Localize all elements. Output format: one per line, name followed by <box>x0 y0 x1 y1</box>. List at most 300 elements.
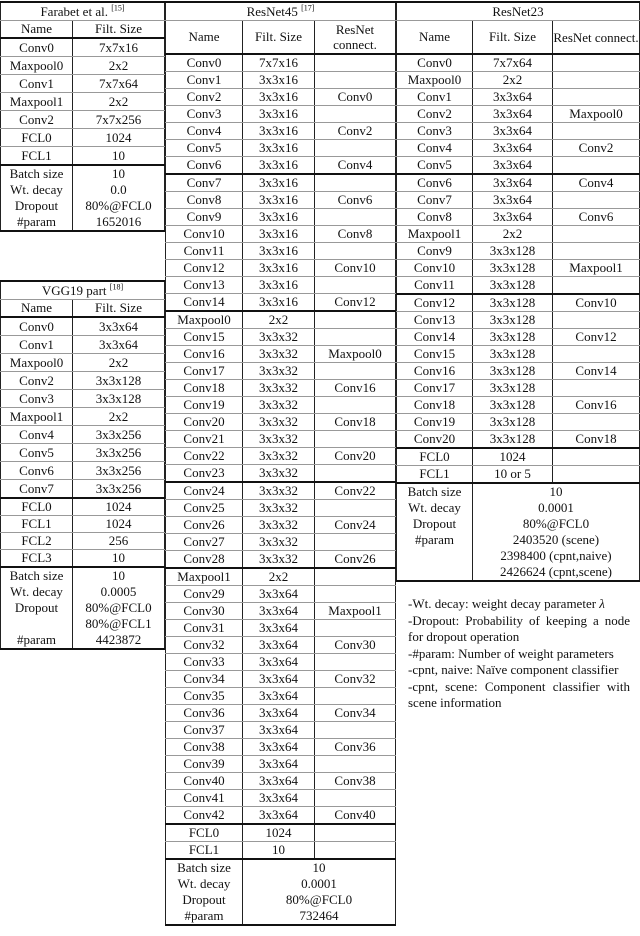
resnet-connection <box>315 311 396 329</box>
param-label: #param <box>397 532 473 548</box>
layer-row <box>166 637 396 654</box>
filter-size: 7x7x16 <box>243 54 315 72</box>
layer-row <box>397 106 640 123</box>
filter-size: 3x3x32 <box>243 346 315 363</box>
resnet-connection: Conv10 <box>553 294 640 312</box>
resnet-connection <box>315 140 396 157</box>
layer-row <box>397 414 640 431</box>
layer-row <box>166 414 396 431</box>
layer-name: Conv2 <box>1 111 73 129</box>
layer-name: Conv19 <box>166 397 243 414</box>
resnet-connection <box>553 89 640 106</box>
resnet-connection <box>315 209 396 226</box>
filter-size: 3x3x16 <box>243 243 315 260</box>
resnet-connection <box>315 568 396 586</box>
filter-size: 3x3x128 <box>473 431 553 449</box>
param-value: 80%@FCL0 <box>73 198 165 214</box>
filter-size: 3x3x32 <box>243 517 315 534</box>
layer-name: Conv6 <box>1 462 73 480</box>
filter-size: 10 <box>73 147 165 166</box>
filter-size: 7x7x64 <box>473 54 553 72</box>
param-row <box>1 600 165 616</box>
resnet-connection: Conv40 <box>315 807 396 825</box>
note-wt-decay: -Wt. decay: weight decay parameter λ <box>408 596 605 611</box>
col-header-filt-size: Filt. Size <box>473 21 553 55</box>
layer-name: Conv11 <box>166 243 243 260</box>
param-value: 80%@FCL0 <box>473 516 640 532</box>
layer-name: Conv17 <box>166 363 243 380</box>
layer-name: Maxpool1 <box>397 226 473 243</box>
resnet-connection <box>315 534 396 551</box>
resnet23-table <box>396 1 640 582</box>
filter-size: 3x3x256 <box>73 444 165 462</box>
param-row <box>166 876 396 892</box>
layer-name: FCL1 <box>1 147 73 166</box>
layer-name: Conv8 <box>166 192 243 209</box>
param-value: 0.0005 <box>73 584 165 600</box>
col-header-name: Name <box>1 21 73 39</box>
filter-size: 3x3x64 <box>243 688 315 705</box>
resnet-connection: Conv2 <box>553 140 640 157</box>
filter-size: 3x3x128 <box>473 363 553 380</box>
resnet-connection: Conv18 <box>553 431 640 449</box>
layer-row <box>166 705 396 722</box>
filter-size: 3x3x32 <box>243 329 315 346</box>
layer-row <box>1 93 165 111</box>
layer-row <box>1 498 165 516</box>
resnet-connection: Conv32 <box>315 671 396 688</box>
param-row <box>1 182 165 198</box>
layer-name: Conv19 <box>397 414 473 431</box>
layer-name: Maxpool1 <box>1 93 73 111</box>
filter-size: 3x3x16 <box>243 72 315 89</box>
layer-row <box>1 533 165 550</box>
param-label: #param <box>1 632 73 649</box>
layer-row <box>166 209 396 226</box>
filter-size: 3x3x64 <box>243 705 315 722</box>
filter-size: 3x3x64 <box>473 192 553 209</box>
resnet-connection <box>553 157 640 175</box>
layer-name: Conv7 <box>397 192 473 209</box>
param-label <box>397 548 473 564</box>
filter-size: 3x3x64 <box>243 756 315 773</box>
filter-size: 3x3x32 <box>243 534 315 551</box>
resnet-connection: Conv26 <box>315 551 396 569</box>
layer-row <box>166 174 396 192</box>
param-value: 1652016 <box>73 214 165 231</box>
layer-name: Conv30 <box>166 603 243 620</box>
filter-size: 3x3x16 <box>243 294 315 312</box>
layer-name: FCL1 <box>397 466 473 484</box>
layer-row <box>166 773 396 790</box>
filter-size: 7x7x16 <box>73 38 165 57</box>
param-value: 80%@FCL0 <box>73 600 165 616</box>
layer-row <box>397 192 640 209</box>
layer-name: Conv12 <box>166 260 243 277</box>
layer-row <box>166 243 396 260</box>
layer-name: Conv15 <box>166 329 243 346</box>
layer-row <box>166 140 396 157</box>
layer-name: Conv2 <box>397 106 473 123</box>
filter-size: 3x3x16 <box>243 123 315 140</box>
resnet-connection: Conv16 <box>553 397 640 414</box>
layer-name: Conv11 <box>397 277 473 295</box>
resnet-connection <box>315 243 396 260</box>
layer-row <box>397 363 640 380</box>
param-label: Wt. decay <box>1 584 73 600</box>
layer-row <box>1 390 165 408</box>
layer-name: Conv5 <box>1 444 73 462</box>
note-cpnt-scene: -cpnt, scene: Component classifier with scene information <box>408 678 630 710</box>
layer-row <box>1 462 165 480</box>
resnet-connection <box>553 72 640 89</box>
layer-row <box>166 346 396 363</box>
layer-name: Conv3 <box>397 123 473 140</box>
layer-name: Conv2 <box>166 89 243 106</box>
param-label: #param <box>166 908 243 925</box>
param-value: 10 <box>473 483 640 500</box>
filter-size: 3x3x128 <box>473 329 553 346</box>
layer-name: Conv42 <box>166 807 243 825</box>
layer-row <box>1 147 165 166</box>
filter-size: 3x3x64 <box>243 603 315 620</box>
resnet-connection <box>553 123 640 140</box>
filter-size: 3x3x16 <box>243 277 315 294</box>
resnet-connection <box>553 312 640 329</box>
resnet-connection <box>553 192 640 209</box>
layer-row <box>397 329 640 346</box>
layer-row <box>166 620 396 637</box>
param-value: 10 <box>73 165 165 182</box>
param-value: 10 <box>73 567 165 584</box>
resnet-connection <box>315 654 396 671</box>
layer-row <box>166 54 396 72</box>
param-row <box>397 548 640 564</box>
layer-row <box>166 739 396 756</box>
col-header-resnet-connect: ResNet connect. <box>553 21 640 55</box>
layer-name: Conv36 <box>166 705 243 722</box>
layer-name: Maxpool0 <box>166 311 243 329</box>
layer-name: Conv20 <box>397 431 473 449</box>
layer-row <box>397 312 640 329</box>
layer-row <box>166 157 396 175</box>
filter-size: 3x3x32 <box>243 448 315 465</box>
filter-size: 3x3x32 <box>243 431 315 448</box>
layer-name: Conv23 <box>166 465 243 483</box>
resnet-connection <box>553 380 640 397</box>
layer-row <box>397 294 640 312</box>
layer-name: Conv15 <box>397 346 473 363</box>
layer-row <box>166 72 396 89</box>
layer-row <box>166 465 396 483</box>
layer-row <box>1 336 165 354</box>
layer-row <box>397 277 640 295</box>
layer-name: Conv31 <box>166 620 243 637</box>
layer-name: FCL0 <box>166 824 243 842</box>
layer-name: Maxpool0 <box>397 72 473 89</box>
filter-size: 3x3x64 <box>243 671 315 688</box>
filter-size: 3x3x64 <box>473 106 553 123</box>
layer-row <box>166 756 396 773</box>
filter-size: 3x3x32 <box>243 397 315 414</box>
layer-row <box>166 824 396 842</box>
param-row <box>1 632 165 649</box>
layer-name: Conv22 <box>166 448 243 465</box>
col-header-filt-size: Filt. Size <box>243 21 315 55</box>
param-label: Dropout <box>1 198 73 214</box>
filter-size: 3x3x64 <box>243 790 315 807</box>
layer-name: Conv9 <box>166 209 243 226</box>
param-row <box>1 198 165 214</box>
layer-name: Conv20 <box>166 414 243 431</box>
layer-name: Conv16 <box>166 346 243 363</box>
filter-size: 2x2 <box>73 57 165 75</box>
resnet-connection: Conv22 <box>315 482 396 500</box>
layer-name: Conv39 <box>166 756 243 773</box>
layer-row <box>166 226 396 243</box>
filter-size: 3x3x32 <box>243 414 315 431</box>
layer-name: Conv4 <box>166 123 243 140</box>
param-label: Wt. decay <box>397 500 473 516</box>
param-value: 0.0 <box>73 182 165 198</box>
layer-name: Conv10 <box>166 226 243 243</box>
param-label: Batch size <box>397 483 473 500</box>
vgg19-table <box>0 280 165 650</box>
filter-size: 3x3x64 <box>243 773 315 790</box>
resnet-connection <box>553 226 640 243</box>
layer-row <box>166 363 396 380</box>
param-row <box>397 500 640 516</box>
resnet-connection: Conv20 <box>315 448 396 465</box>
param-label: Wt. decay <box>1 182 73 198</box>
layer-row <box>166 790 396 807</box>
layer-name: Maxpool1 <box>166 568 243 586</box>
layer-row <box>166 500 396 517</box>
filter-size: 3x3x16 <box>243 174 315 192</box>
layer-name: Conv40 <box>166 773 243 790</box>
farabet-table <box>0 1 165 232</box>
layer-row <box>397 174 640 192</box>
layer-name: Conv7 <box>1 480 73 499</box>
resnet-connection <box>315 397 396 414</box>
filter-size: 2x2 <box>473 72 553 89</box>
param-row <box>1 567 165 584</box>
filter-size: 3x3x32 <box>243 465 315 483</box>
layer-name: Conv35 <box>166 688 243 705</box>
resnet-connection <box>315 586 396 603</box>
param-row <box>1 165 165 182</box>
layer-name: Conv3 <box>1 390 73 408</box>
layer-row <box>166 534 396 551</box>
filter-size: 1024 <box>73 498 165 516</box>
layer-row <box>1 408 165 426</box>
layer-row <box>397 260 640 277</box>
layer-row <box>166 603 396 620</box>
layer-row <box>397 123 640 140</box>
resnet-connection <box>315 106 396 123</box>
layer-name: Conv16 <box>397 363 473 380</box>
layer-row <box>397 243 640 260</box>
layer-row <box>1 372 165 390</box>
layer-name: FCL1 <box>1 516 73 533</box>
resnet-connection: Conv0 <box>315 89 396 106</box>
filter-size: 3x3x64 <box>243 807 315 825</box>
layer-name: Conv37 <box>166 722 243 739</box>
layer-row <box>1 75 165 93</box>
filter-size: 3x3x16 <box>243 140 315 157</box>
col-header-name: Name <box>1 300 73 318</box>
resnet-connection: Conv6 <box>315 192 396 209</box>
param-label: Wt. decay <box>166 876 243 892</box>
filter-size: 3x3x64 <box>473 209 553 226</box>
filter-size: 3x3x128 <box>473 312 553 329</box>
layer-name: Conv0 <box>166 54 243 72</box>
filter-size: 3x3x128 <box>73 390 165 408</box>
layer-row <box>397 89 640 106</box>
param-value: 2426624 (cpnt,scene) <box>473 564 640 581</box>
note-param: -#param: Number of weight parameters <box>408 645 614 661</box>
layer-name: Conv14 <box>166 294 243 312</box>
layer-name: Conv1 <box>1 75 73 93</box>
layer-row <box>1 354 165 372</box>
filter-size: 3x3x256 <box>73 426 165 444</box>
layer-name: Maxpool0 <box>1 354 73 372</box>
col-header-name: Name <box>397 21 473 55</box>
resnet45-title: ResNet45 [17] <box>166 2 396 21</box>
resnet-connection <box>315 277 396 294</box>
param-value: 4423872 <box>73 632 165 649</box>
layer-name: Conv12 <box>397 294 473 312</box>
param-value: 80%@FCL1 <box>73 616 165 632</box>
resnet-connection: Conv18 <box>315 414 396 431</box>
layer-name: Conv5 <box>397 157 473 175</box>
filter-size: 3x3x256 <box>73 480 165 499</box>
filter-size: 3x3x64 <box>243 654 315 671</box>
note-cpnt-naive: -cpnt, naive: Naïve component classifier <box>408 662 619 677</box>
param-value: 10 <box>243 859 396 876</box>
layer-row <box>1 480 165 499</box>
layer-row <box>397 431 640 449</box>
layer-row <box>397 397 640 414</box>
filter-size: 3x3x64 <box>473 140 553 157</box>
resnet23-title: ResNet23 <box>397 2 640 21</box>
param-value: 732464 <box>243 908 396 925</box>
param-label <box>1 616 73 632</box>
resnet-connection <box>315 174 396 192</box>
layer-row <box>166 277 396 294</box>
filter-size: 3x3x16 <box>243 157 315 175</box>
filter-size: 2x2 <box>73 93 165 111</box>
filter-size: 3x3x32 <box>243 363 315 380</box>
resnet-connection <box>315 756 396 773</box>
resnet-connection <box>315 431 396 448</box>
filter-size: 7x7x256 <box>73 111 165 129</box>
layer-name: FCL0 <box>1 129 73 147</box>
param-label: Dropout <box>397 516 473 532</box>
resnet-connection <box>315 363 396 380</box>
layer-row <box>1 426 165 444</box>
param-row <box>1 214 165 231</box>
filter-size: 3x3x64 <box>73 317 165 336</box>
layer-row <box>166 380 396 397</box>
resnet-connection <box>315 329 396 346</box>
layer-name: Conv0 <box>1 38 73 57</box>
layer-name: Conv29 <box>166 586 243 603</box>
layer-name: FCL0 <box>1 498 73 516</box>
param-label: Batch size <box>1 567 73 584</box>
layer-row <box>166 568 396 586</box>
layer-name: Conv33 <box>166 654 243 671</box>
filter-size: 3x3x64 <box>73 336 165 354</box>
param-row <box>166 859 396 876</box>
filter-size: 3x3x128 <box>473 380 553 397</box>
note-dropout: -Dropout: Probability of keeping a node for dropout operation <box>408 612 630 644</box>
resnet-connection <box>553 346 640 363</box>
layer-name: Conv0 <box>1 317 73 336</box>
param-row <box>397 532 640 548</box>
resnet-connection <box>553 414 640 431</box>
filter-size: 3x3x128 <box>73 372 165 390</box>
filter-size: 3x3x128 <box>473 294 553 312</box>
resnet-connection: Conv2 <box>315 123 396 140</box>
resnet-connection: Conv12 <box>553 329 640 346</box>
layer-row <box>166 586 396 603</box>
param-label: Dropout <box>166 892 243 908</box>
param-row <box>166 908 396 925</box>
layer-row <box>166 397 396 414</box>
layer-row <box>1 550 165 568</box>
param-row <box>1 616 165 632</box>
resnet-connection <box>315 824 396 842</box>
param-label <box>397 564 473 581</box>
layer-row <box>397 380 640 397</box>
layer-row <box>397 346 640 363</box>
resnet-connection: Conv12 <box>315 294 396 312</box>
resnet-connection <box>553 466 640 484</box>
col-header-resnet-connect: ResNet connect. <box>315 21 396 55</box>
layer-name: Conv24 <box>166 482 243 500</box>
layer-name: Conv17 <box>397 380 473 397</box>
layer-name: Conv41 <box>166 790 243 807</box>
layer-name: Conv0 <box>397 54 473 72</box>
layer-name: Conv18 <box>397 397 473 414</box>
resnet-connection: Conv24 <box>315 517 396 534</box>
layer-row <box>166 722 396 739</box>
param-label: Batch size <box>1 165 73 182</box>
layer-row <box>166 671 396 688</box>
resnet-connection <box>315 688 396 705</box>
resnet-connection: Maxpool0 <box>553 106 640 123</box>
filter-size: 10 <box>243 842 315 860</box>
layer-name: Conv13 <box>166 277 243 294</box>
layer-name: Conv27 <box>166 534 243 551</box>
resnet-connection: Conv38 <box>315 773 396 790</box>
layer-row <box>1 516 165 533</box>
layer-row <box>397 226 640 243</box>
layer-name: Conv9 <box>397 243 473 260</box>
layer-row <box>1 317 165 336</box>
layer-row <box>166 260 396 277</box>
layer-row <box>166 842 396 860</box>
layer-row <box>166 192 396 209</box>
layer-row <box>166 123 396 140</box>
filter-size: 3x3x32 <box>243 380 315 397</box>
col-header-filt-size: Filt. Size <box>73 21 165 39</box>
layer-row <box>166 89 396 106</box>
layer-name: Conv4 <box>1 426 73 444</box>
layer-row <box>166 654 396 671</box>
param-row <box>397 564 640 581</box>
